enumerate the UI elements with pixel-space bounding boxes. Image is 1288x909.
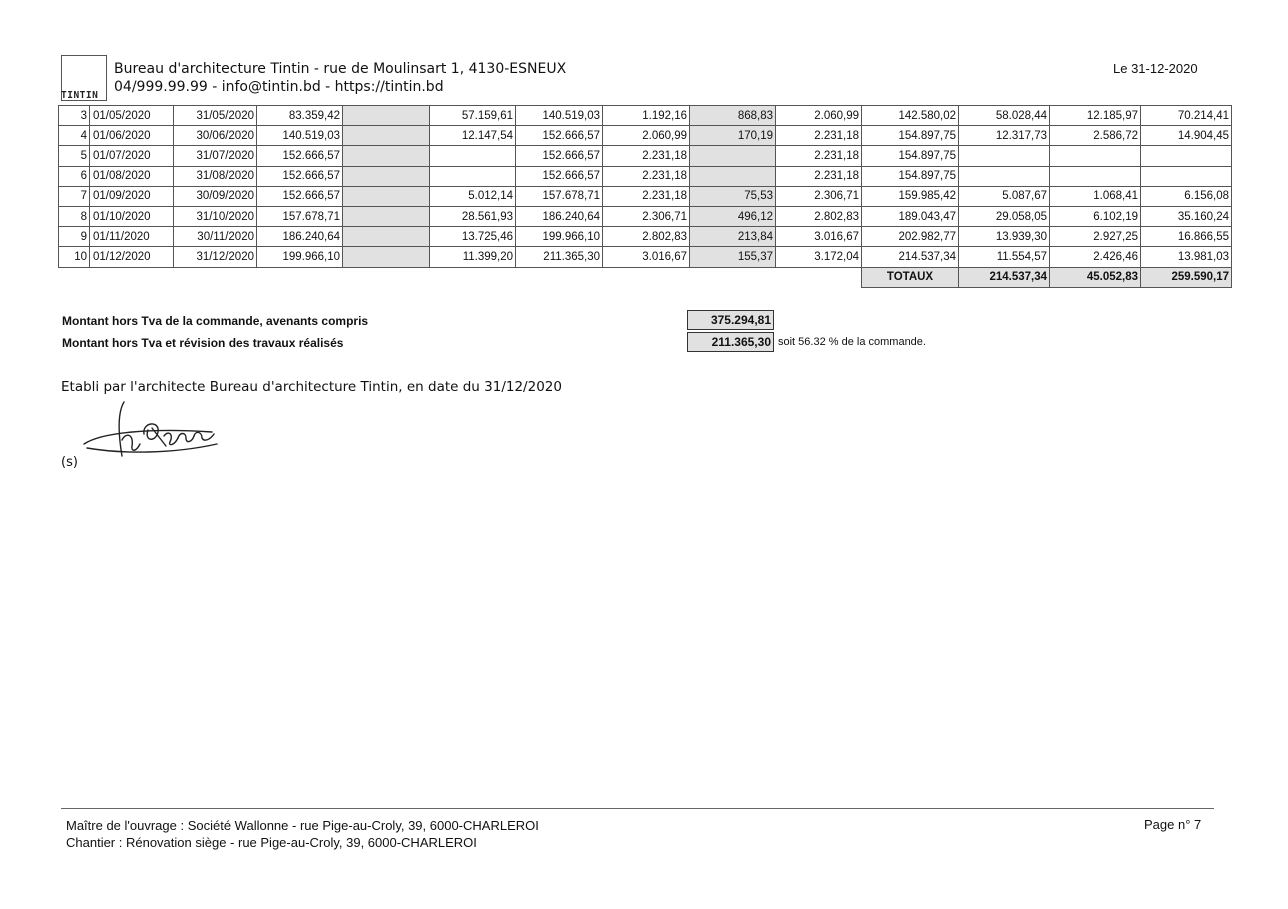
totals-spacer — [59, 267, 862, 287]
table-cell: 16.866,55 — [1141, 227, 1232, 247]
table-cell: 12.185,97 — [1050, 106, 1141, 126]
table-cell — [343, 106, 430, 126]
table-row — [59, 186, 1232, 206]
table-cell: 202.982,77 — [862, 227, 959, 247]
handwritten-signature — [82, 398, 232, 473]
totals-value: 259.590,17 — [1141, 267, 1232, 287]
table-cell — [690, 166, 776, 186]
table-cell: 157.678,71 — [516, 186, 603, 206]
table-cell: 2.231,18 — [603, 146, 690, 166]
table-cell: 11.399,20 — [430, 247, 516, 267]
table-cell: 13.981,03 — [1141, 247, 1232, 267]
table-cell: 6 — [59, 166, 90, 186]
table-cell: 152.666,57 — [257, 146, 343, 166]
table-row — [59, 146, 1232, 166]
table-cell: 199.966,10 — [257, 247, 343, 267]
table-cell: 3.172,04 — [776, 247, 862, 267]
table-cell: 140.519,03 — [516, 106, 603, 126]
table-cell: 189.043,47 — [862, 206, 959, 226]
table-cell: 186.240,64 — [257, 227, 343, 247]
table-row — [59, 247, 1232, 267]
logo: TINTIN — [61, 90, 99, 101]
table-row — [59, 206, 1232, 226]
table-cell: 1.068,41 — [1050, 186, 1141, 206]
table-cell: 01/08/2020 — [90, 166, 174, 186]
table-cell: 31/12/2020 — [174, 247, 257, 267]
table-cell: 11.554,57 — [959, 247, 1050, 267]
table-cell: 2.060,99 — [603, 126, 690, 146]
works-done-percentage: soit 56.32 % de la commande. — [778, 336, 926, 348]
table-cell: 154.897,75 — [862, 146, 959, 166]
table-cell: 01/12/2020 — [90, 247, 174, 267]
table-cell: 31/10/2020 — [174, 206, 257, 226]
table-cell: 214.537,34 — [862, 247, 959, 267]
table-cell: 186.240,64 — [516, 206, 603, 226]
table-cell: 30/11/2020 — [174, 227, 257, 247]
table-cell: 35.160,24 — [1141, 206, 1232, 226]
table-cell: 157.678,71 — [257, 206, 343, 226]
table-cell: 01/05/2020 — [90, 106, 174, 126]
table-row — [59, 227, 1232, 247]
signature-marker: (s) — [61, 455, 78, 470]
table-cell — [1141, 146, 1232, 166]
table-cell: 2.802,83 — [603, 227, 690, 247]
table-cell: 3.016,67 — [776, 227, 862, 247]
table-cell: 83.359,42 — [257, 106, 343, 126]
table-cell: 152.666,57 — [516, 166, 603, 186]
table-cell — [430, 166, 516, 186]
table-cell: 2.802,83 — [776, 206, 862, 226]
table-row — [59, 166, 1232, 186]
table-cell: 13.939,30 — [959, 227, 1050, 247]
table-body — [59, 106, 1232, 288]
totals-value: 214.537,34 — [959, 267, 1050, 287]
table-cell: 152.666,57 — [516, 146, 603, 166]
table-cell: 75,53 — [690, 186, 776, 206]
table-cell: 142.580,02 — [862, 106, 959, 126]
table-cell: 6.102,19 — [1050, 206, 1141, 226]
table-cell: 140.519,03 — [257, 126, 343, 146]
table-cell: 12.317,73 — [959, 126, 1050, 146]
company-address: Bureau d'architecture Tintin - rue de Moulinsart 1, 4130-ESNEUX — [114, 61, 567, 77]
table-cell: 3 — [59, 106, 90, 126]
document-date: Le 31-12-2020 — [1113, 61, 1198, 76]
table-cell: 14.904,45 — [1141, 126, 1232, 146]
table-cell: 154.897,75 — [862, 126, 959, 146]
table-cell — [343, 206, 430, 226]
table-cell: 868,83 — [690, 106, 776, 126]
table-cell: 5.012,14 — [430, 186, 516, 206]
table-cell: 2.231,18 — [603, 166, 690, 186]
table-cell: 31/08/2020 — [174, 166, 257, 186]
table-cell: 2.231,18 — [603, 186, 690, 206]
table-cell: 2.231,18 — [776, 166, 862, 186]
table-cell: 152.666,57 — [257, 186, 343, 206]
table-cell: 2.306,71 — [776, 186, 862, 206]
table-cell — [343, 227, 430, 247]
table-cell — [1141, 166, 1232, 186]
footer-divider — [61, 808, 1214, 809]
table-row — [59, 106, 1232, 126]
table-cell — [343, 247, 430, 267]
table-cell: 2.586,72 — [1050, 126, 1141, 146]
company-contact: 04/999.99.99 - info@tintin.bd - https://tintin.bd — [114, 79, 444, 95]
table-cell: 211.365,30 — [516, 247, 603, 267]
table-cell: 5.087,67 — [959, 186, 1050, 206]
table-cell: 199.966,10 — [516, 227, 603, 247]
table-cell: 31/07/2020 — [174, 146, 257, 166]
table-cell — [1050, 166, 1141, 186]
table-cell: 12.147,54 — [430, 126, 516, 146]
table-cell — [343, 186, 430, 206]
table-cell: 2.426,46 — [1050, 247, 1141, 267]
table-cell: 213,84 — [690, 227, 776, 247]
table-cell: 10 — [59, 247, 90, 267]
table-cell: 01/11/2020 — [90, 227, 174, 247]
table-cell: 152.666,57 — [516, 126, 603, 146]
table-cell: 30/09/2020 — [174, 186, 257, 206]
table-cell: 154.897,75 — [862, 166, 959, 186]
works-done-label: Montant hors Tva et révision des travaux réalisés — [62, 336, 344, 350]
table-cell: 4 — [59, 126, 90, 146]
table-cell: 155,37 — [690, 247, 776, 267]
table-cell: 01/06/2020 — [90, 126, 174, 146]
order-amount-value: 375.294,81 — [687, 310, 774, 330]
table-cell: 1.192,16 — [603, 106, 690, 126]
construction-site: Chantier : Rénovation siège - rue Pige-au-Croly, 39, 6000-CHARLEROI — [66, 835, 477, 850]
table-cell: 6.156,08 — [1141, 186, 1232, 206]
table-cell — [343, 126, 430, 146]
table-cell — [430, 146, 516, 166]
table-cell — [959, 166, 1050, 186]
billing-table — [58, 105, 1232, 288]
established-by-text: Etabli par l'architecte Bureau d'architecture Tintin, en date du 31/12/2020 — [61, 379, 562, 395]
totals-label: TOTAUX — [862, 267, 959, 287]
table-cell: 496,12 — [690, 206, 776, 226]
totals-value: 45.052,83 — [1050, 267, 1141, 287]
table-cell: 7 — [59, 186, 90, 206]
table-cell: 5 — [59, 146, 90, 166]
table-cell: 8 — [59, 206, 90, 226]
table-cell: 159.985,42 — [862, 186, 959, 206]
table-cell: 2.060,99 — [776, 106, 862, 126]
table-cell: 152.666,57 — [257, 166, 343, 186]
table-cell: 28.561,93 — [430, 206, 516, 226]
table-cell — [343, 146, 430, 166]
table-cell: 31/05/2020 — [174, 106, 257, 126]
table-cell: 9 — [59, 227, 90, 247]
works-done-value: 211.365,30 — [687, 332, 774, 352]
table-cell — [1050, 146, 1141, 166]
table-cell: 2.306,71 — [603, 206, 690, 226]
table-cell: 2.927,25 — [1050, 227, 1141, 247]
table-cell — [959, 146, 1050, 166]
footer-info — [66, 817, 539, 851]
table-cell: 170,19 — [690, 126, 776, 146]
company-header — [114, 60, 566, 96]
table-cell: 2.231,18 — [776, 126, 862, 146]
table-cell: 01/09/2020 — [90, 186, 174, 206]
table-cell: 3.016,67 — [603, 247, 690, 267]
table-cell: 58.028,44 — [959, 106, 1050, 126]
table-cell: 2.231,18 — [776, 146, 862, 166]
table-cell: 01/10/2020 — [90, 206, 174, 226]
table-cell — [690, 146, 776, 166]
table-cell: 29.058,05 — [959, 206, 1050, 226]
table-cell: 57.159,61 — [430, 106, 516, 126]
table-cell: 13.725,46 — [430, 227, 516, 247]
table-cell: 70.214,41 — [1141, 106, 1232, 126]
order-amount-label: Montant hors Tva de la commande, avenants compris — [62, 314, 369, 328]
totals-row — [59, 267, 1232, 287]
table-cell: 30/06/2020 — [174, 126, 257, 146]
table-cell: 01/07/2020 — [90, 146, 174, 166]
table-row — [59, 126, 1232, 146]
page-number: Page n° 7 — [1144, 817, 1202, 832]
table-cell — [343, 166, 430, 186]
project-owner: Maître de l'ouvrage : Société Wallonne - rue Pige-au-Croly, 39, 6000-CHARLEROI — [66, 818, 539, 833]
